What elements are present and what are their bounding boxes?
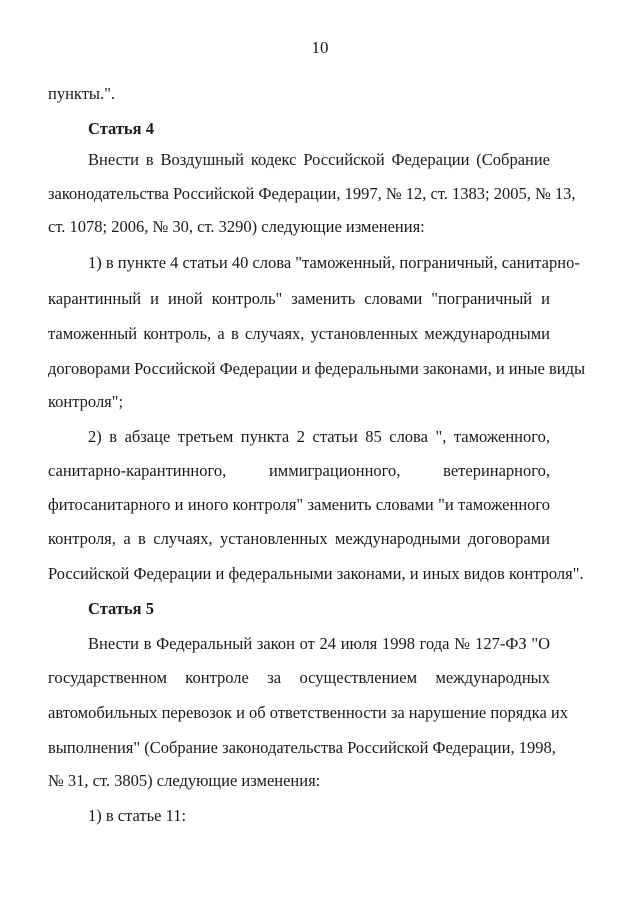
text-line: № 31, ст. 3805) следующие изменения: [48, 771, 321, 790]
text-line: 1) в пункте 4 статьи 40 слова "таможенный, пограничный, санитарно- [88, 253, 580, 272]
text-line: фитосанитарного и иного контроля" заменить словами "и таможенного [48, 495, 550, 514]
text-line: Внести в Федеральный закон от 24 июля 1998 года № 127-ФЗ "О [88, 634, 550, 653]
text-line: выполнения" (Собрание законодательства Российской Федерации, 1998, [48, 738, 556, 757]
text-line: контроля, а в случаях, установленных международными договорами [48, 529, 550, 548]
text-line: 2) в абзаце третьем пункта 2 статьи 85 слова ", таможенного, [88, 427, 550, 446]
text-line: Внести в Воздушный кодекс Российской Федерации (Собрание [88, 150, 550, 169]
text-line: таможенный контроль, а в случаях, установленных международными [48, 324, 550, 343]
text-line: контроля"; [48, 392, 124, 411]
text-line: санитарно-карантинного, иммиграционного, ветеринарного, [48, 461, 550, 480]
text-line: карантинный и иной контроль" заменить словами "пограничный и [48, 289, 550, 308]
article-4-heading: Статья 4 [88, 119, 154, 138]
text-line: Российской Федерации и федеральными законами, и иных видов контроля". [48, 564, 584, 583]
text-line: ст. 1078; 2006, № 30, ст. 3290) следующие изменения: [48, 217, 425, 236]
text-line: 1) в статье 11: [88, 806, 187, 825]
text-line: договорами Российской Федерации и федеральными законами, и иные виды [48, 359, 586, 378]
text-line: законодательства Российской Федерации, 1997, № 12, ст. 1383; 2005, № 13, [48, 184, 576, 203]
text-line: автомобильных перевозок и об ответственности за нарушение порядка их [48, 703, 568, 722]
page-number: 10 [311, 38, 329, 57]
text-line: государственном контроле за осуществлением международных [48, 668, 550, 687]
text-line: пункты.". [48, 84, 115, 103]
article-5-heading: Статья 5 [88, 599, 154, 618]
